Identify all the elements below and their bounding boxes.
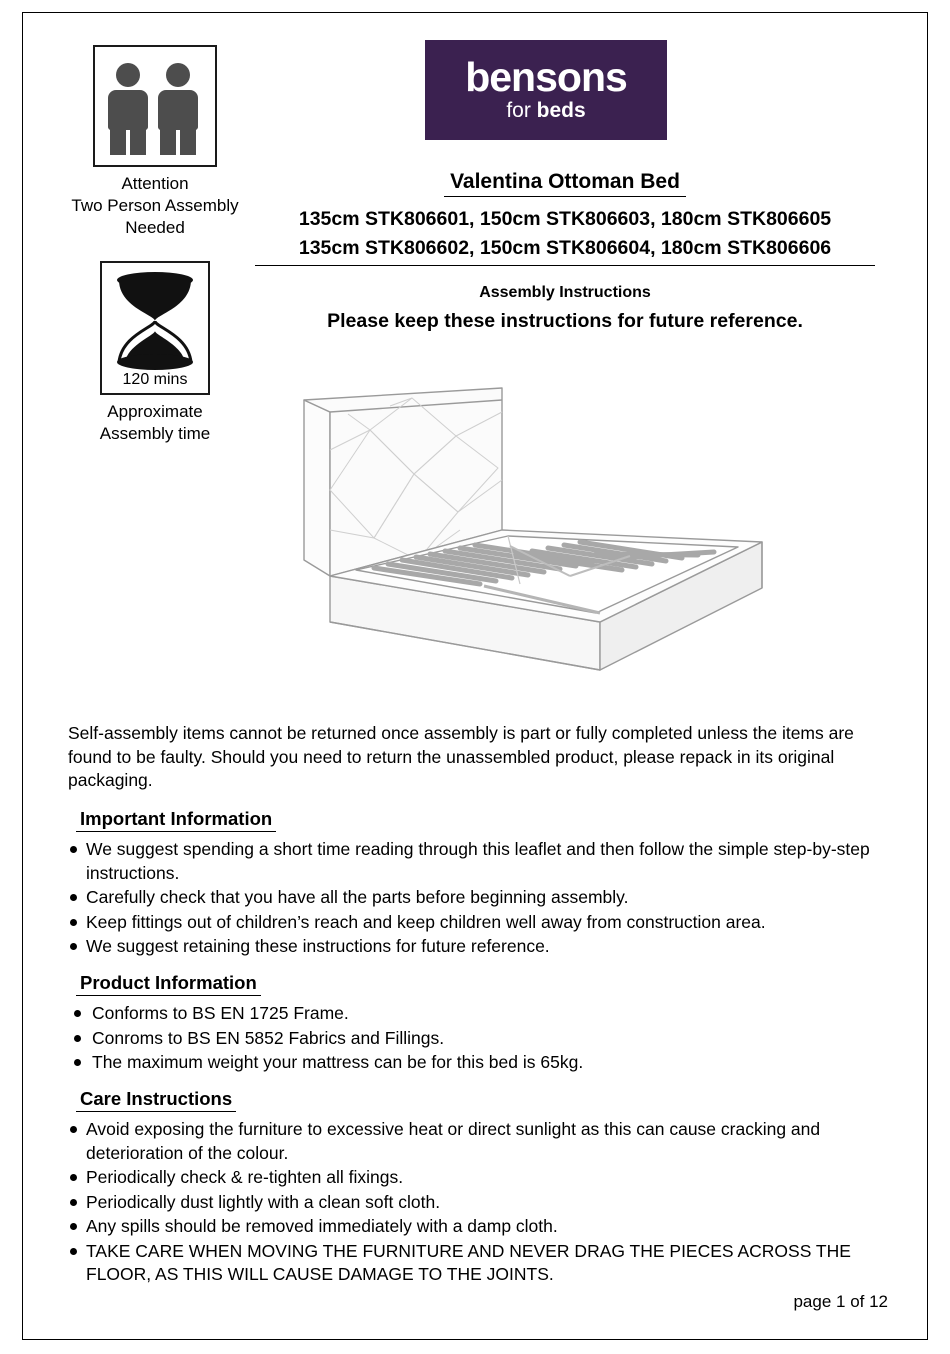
product-codes-line-2: 135cm STK806602, 150cm STK806604, 180cm STK806606 [255, 237, 875, 266]
section-heading-important: Important Information [76, 807, 276, 833]
intro-paragraph: Self-assembly items cannot be returned once assembly is part or fully completed unless the items are found to be faulty. Should you need to return the unassembled product, please repack in its original packaging. [68, 723, 854, 790]
list-item: We suggest spending a short time reading through this leaflet and then follow the simple step-by-step instructions. [68, 838, 888, 885]
icon-column [40, 45, 270, 445]
approximate-label: Approximate [107, 402, 203, 421]
assembly-time-value: 120 mins [122, 371, 188, 388]
needed-label: Needed [125, 218, 185, 237]
assembly-time-caption [40, 401, 270, 445]
list-item: Periodically check & re-tighten all fixings. [68, 1166, 888, 1190]
page-title: Valentina Ottoman Bed [444, 170, 686, 197]
page-number: page 1 of 12 [793, 1292, 888, 1311]
product-codes-line-1: 135cm STK806601, 150cm STK806603, 180cm STK806605 [298, 208, 832, 230]
keep-instructions-note: Please keep these instructions for future reference. [327, 310, 803, 332]
logo-brand-text: bensons [465, 54, 627, 100]
assembly-instructions-subtitle: Assembly Instructions [479, 284, 651, 301]
person-figure-left [108, 63, 148, 155]
list-item: Carefully check that you have all the parts before beginning assembly. [68, 886, 888, 910]
list-item: Any spills should be removed immediately with a damp cloth. [68, 1215, 888, 1239]
logo-tagline-for: for [506, 99, 537, 122]
assembly-time-label: Assembly time [99, 424, 211, 443]
section-care-instructions [68, 1087, 888, 1287]
bensons-for-beds-logo [425, 40, 667, 140]
care-instructions-list [68, 1118, 888, 1287]
list-item: TAKE CARE WHEN MOVING THE FURNITURE AND NEVER DRAG THE PIECES ACROSS THE FLOOR, AS THIS WILL CAUSE DAMAGE TO THE JOINTS. [68, 1240, 888, 1287]
list-item: Periodically dust lightly with a clean soft cloth. [68, 1191, 888, 1215]
two-person-assembly-icon [93, 45, 217, 167]
body-content [68, 722, 888, 1289]
assembly-time-box [100, 261, 210, 395]
person-figure-right [158, 63, 198, 155]
section-important-information [68, 807, 888, 959]
list-item: Conroms to BS EN 5852 Fabrics and Fillings. [68, 1027, 888, 1051]
list-item: Avoid exposing the furniture to excessive heat or direct sunlight as this can cause cracking and deterioration of the colour. [68, 1118, 888, 1165]
hourglass-icon [110, 269, 200, 373]
list-item: We suggest retaining these instructions for future reference. [68, 935, 888, 959]
list-item: Keep fittings out of children’s reach and keep children well away from construction area. [68, 911, 888, 935]
logo-tagline-beds: beds [536, 99, 586, 122]
logo-tagline [506, 99, 585, 123]
product-information-list [68, 1002, 888, 1075]
ottoman-bed-illustration [270, 370, 790, 690]
list-item: The maximum weight your mattress can be for this bed is 65kg. [68, 1051, 888, 1075]
section-product-information [68, 971, 888, 1075]
important-information-list [68, 838, 888, 959]
two-person-label: Two Person Assembly [71, 196, 239, 215]
title-block [255, 170, 875, 333]
section-heading-care: Care Instructions [76, 1087, 236, 1113]
section-heading-product: Product Information [76, 971, 261, 997]
list-item: Conforms to BS EN 1725 Frame. [68, 1002, 888, 1026]
attention-label: Attention [121, 174, 189, 193]
two-person-caption [40, 173, 270, 239]
